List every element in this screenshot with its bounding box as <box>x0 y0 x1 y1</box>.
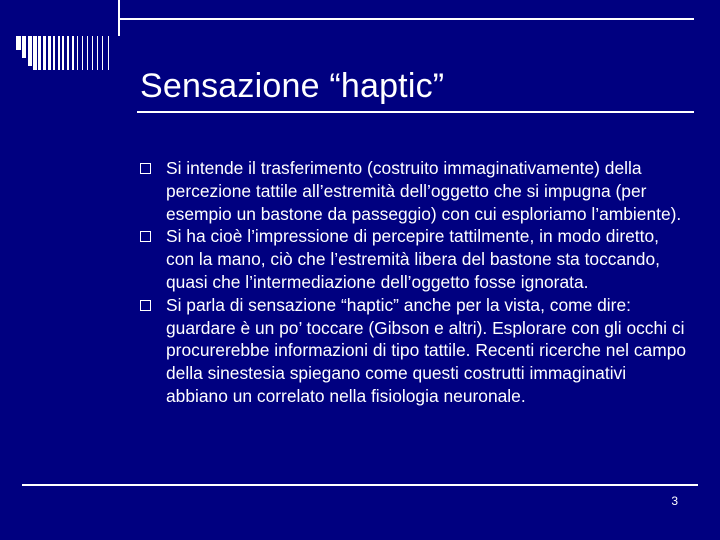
decorative-bar-8 <box>53 36 55 70</box>
bullet-text: Si parla di sensazione “haptic” anche per la vista, come dire: guardare è un po’ toccare (Gibson e altri). Esplorare con gli occhi ci procurerebbe informazioni di tipo tattile. Recenti ricerche nel campo della sinestesia spiegano come questi costrutti immaginativi abbiano un correlato nella fisiologia neuronale. <box>166 294 687 406</box>
decorative-bar-10 <box>62 36 64 70</box>
title-vertical-rule <box>118 0 120 36</box>
decorative-bar-17 <box>97 36 98 70</box>
decorative-bar-18 <box>102 36 103 70</box>
decorative-bar-15 <box>87 36 88 70</box>
hollow-square-bullet-icon <box>140 231 151 242</box>
bullet-text: Si intende il trasferimento (costruito immaginativamente) della percezione tattile all’estremità dell’oggetto che si impugna (per esempio un bastone da passeggio) con cui esploriamo l’ambiente). <box>166 158 682 224</box>
decorative-bar-5 <box>38 36 41 70</box>
bullet-text: Si ha cioè l’impressione di percepire tattilmente, in modo diretto, con la mano, ciò che l’estremità libera del bastone sta toccando, quasi che l’intermediazione dell’oggetto fosse ignorata. <box>166 226 660 292</box>
decorative-bar-13 <box>77 36 78 70</box>
hollow-square-bullet-icon <box>140 163 151 174</box>
decorative-bars <box>0 0 720 70</box>
bullet-list <box>140 157 690 408</box>
decorative-bar-9 <box>58 36 60 70</box>
slide-title: Sensazione “haptic” <box>140 67 445 105</box>
decorative-bar-11 <box>67 36 69 70</box>
top-horizontal-rule <box>120 18 694 20</box>
decorative-bar-19 <box>108 36 109 70</box>
decorative-bar-7 <box>48 36 51 70</box>
bullet-item-3 <box>140 294 690 408</box>
decorative-bar-14 <box>82 36 83 70</box>
bullet-item-1 <box>140 157 690 225</box>
decorative-bar-12 <box>72 36 74 70</box>
bullet-item-2 <box>140 225 690 293</box>
decorative-bar-4 <box>33 36 37 70</box>
decorative-bar-1 <box>16 36 21 50</box>
decorative-bar-16 <box>92 36 93 70</box>
decorative-bar-6 <box>43 36 46 70</box>
page-number: 3 <box>671 494 678 508</box>
hollow-square-bullet-icon <box>140 300 151 311</box>
footer-rule <box>22 484 698 486</box>
title-underline <box>137 111 694 113</box>
decorative-bar-2 <box>22 36 26 58</box>
decorative-bar-3 <box>28 36 32 66</box>
